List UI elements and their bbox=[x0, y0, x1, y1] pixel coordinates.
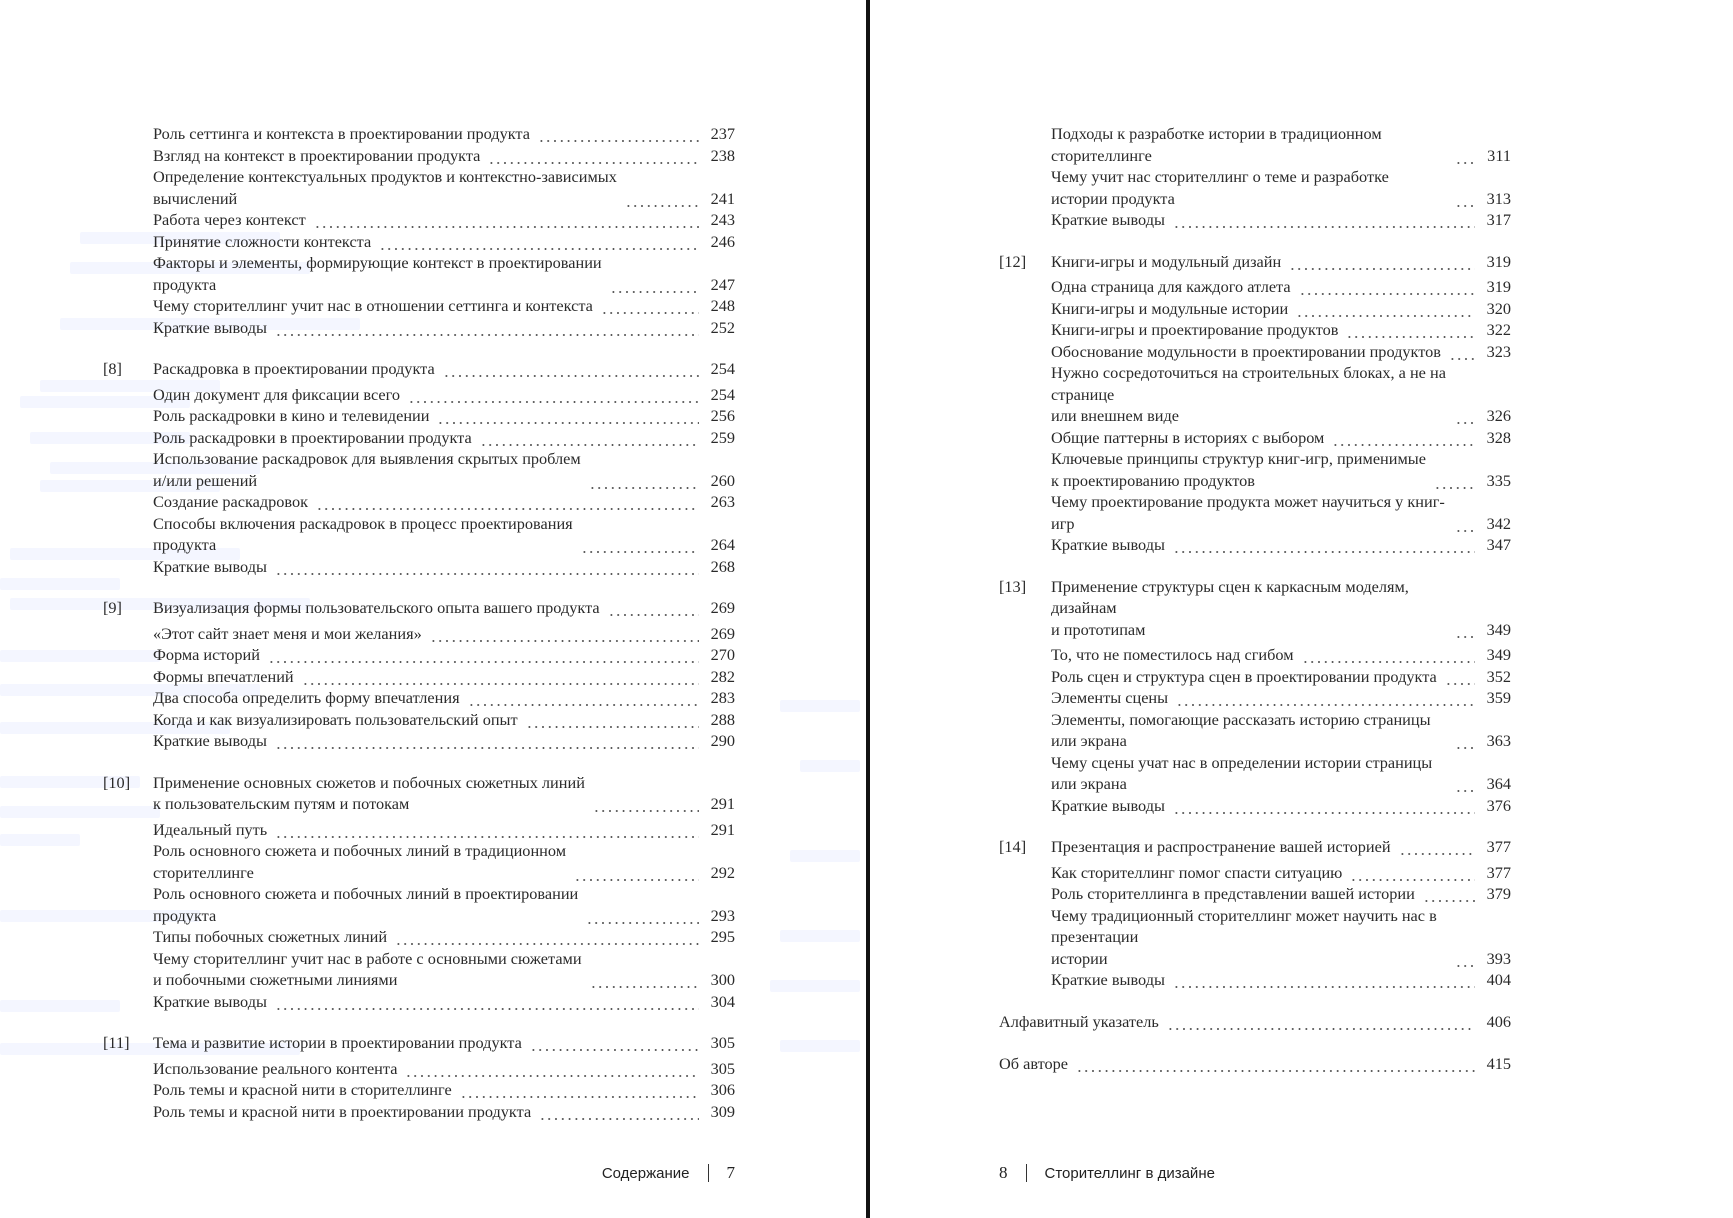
toc-entry[interactable] bbox=[103, 384, 735, 406]
toc-entry-page: 248 bbox=[710, 296, 735, 315]
toc-entry-title: Создание раскадровок bbox=[153, 492, 309, 511]
toc-entry-page: 288 bbox=[710, 709, 735, 729]
toc-entry-title: То, что не поместилось над сгибом bbox=[1051, 645, 1294, 664]
toc-entry-page: 379 bbox=[1486, 884, 1511, 903]
toc-entry-page: 256 bbox=[710, 406, 735, 425]
dot-leader bbox=[1434, 470, 1475, 492]
toc-entry-page: 263 bbox=[710, 492, 735, 511]
toc-entry[interactable] bbox=[103, 819, 735, 841]
dot-leader bbox=[408, 384, 699, 406]
toc-chapter-10 bbox=[103, 772, 735, 1013]
dot-leader bbox=[302, 666, 699, 688]
toc-entry-page: 264 bbox=[710, 535, 735, 554]
dot-leader bbox=[1302, 644, 1475, 666]
toc-chapter-11 bbox=[103, 1032, 735, 1122]
dot-leader bbox=[601, 295, 699, 317]
dot-leader bbox=[1076, 1053, 1475, 1075]
toc-entry-title: Чему сторителлинг учит нас в работе с основными сюжетами и побочными сюжетными линиями bbox=[153, 948, 582, 989]
chapter-page: 254 bbox=[710, 359, 735, 378]
toc-entry-page: 254 bbox=[710, 384, 735, 404]
dot-leader bbox=[379, 231, 699, 253]
toc-entry[interactable] bbox=[999, 644, 1511, 666]
toc-entry-title: Элементы сцены bbox=[1051, 688, 1169, 707]
running-footer-left bbox=[602, 1163, 735, 1183]
toc-entry-title: Роль темы и красной нити в сторителлинге bbox=[153, 1080, 452, 1099]
toc-entry-page: 309 bbox=[710, 1101, 735, 1121]
toc-entry-title: Способы включения раскадровок в процесс проектирования продукта bbox=[153, 513, 573, 554]
toc-left bbox=[103, 123, 735, 1122]
dot-leader bbox=[1455, 773, 1475, 795]
toc-entry[interactable] bbox=[103, 491, 735, 513]
dot-leader bbox=[538, 123, 699, 145]
toc-entry-title: Книги-игры и проектирование продуктов bbox=[1051, 320, 1339, 339]
toc-entry-title: Два способа определить форму впечатления bbox=[153, 688, 460, 707]
toc-entry-title: Идеальный путь bbox=[153, 819, 268, 839]
toc-chapter-12 bbox=[999, 251, 1511, 556]
toc-entry[interactable] bbox=[103, 666, 735, 688]
toc-entry-title: Взгляд на контекст в проектировании продукта bbox=[153, 145, 481, 165]
toc-entry-page: 393 bbox=[1486, 948, 1511, 968]
toc-entry-title: Работа через контекст bbox=[153, 210, 306, 229]
toc-entry-title: Чему проектирование продукта может научиться у книг-игр bbox=[1051, 492, 1445, 533]
toc-entry[interactable] bbox=[999, 276, 1511, 298]
footer-book-title: Сторителлинг в дизайне bbox=[1044, 1164, 1215, 1182]
chapter-page: 291 bbox=[710, 794, 735, 813]
chapter-number: [10] bbox=[103, 772, 131, 792]
toc-entry-title: Форма историй bbox=[153, 645, 260, 664]
toc-entry-page: 323 bbox=[1486, 341, 1511, 361]
chapter-page: 319 bbox=[1486, 251, 1511, 271]
toc-entry[interactable] bbox=[103, 948, 735, 991]
toc-entry-title: Краткие выводы bbox=[1051, 970, 1165, 989]
toc-entry-page: 243 bbox=[710, 210, 735, 229]
toc-entry-title: Чему сторителлинг учит нас в отношении сеттинга и контекста bbox=[153, 296, 593, 315]
toc-entry-page: 349 bbox=[1486, 645, 1511, 664]
toc-entry[interactable] bbox=[999, 862, 1511, 884]
toc-entry-page: 347 bbox=[1486, 535, 1511, 554]
toc-entry[interactable] bbox=[999, 166, 1511, 209]
toc-entry-page: 260 bbox=[710, 470, 735, 490]
toc-entry[interactable] bbox=[999, 123, 1511, 166]
toc-entry-page: 295 bbox=[710, 927, 735, 946]
dot-leader bbox=[1346, 319, 1475, 341]
toc-entry-title: Факторы и элементы, формирующие контекст в проектировании продукта bbox=[153, 253, 602, 294]
dot-leader bbox=[316, 491, 699, 513]
dot-leader bbox=[1176, 687, 1475, 709]
dot-leader bbox=[1455, 145, 1475, 167]
toc-entry-title: Чему сцены учат нас в определении истории страницы или экрана bbox=[1051, 752, 1433, 793]
dot-leader bbox=[275, 556, 699, 578]
footer-section-title: Содержание bbox=[601, 1164, 690, 1182]
chapter-title: Визуализация формы пользовательского опыта вашего продукта bbox=[153, 598, 600, 617]
toc-entry-title: Роль раскадровки в проектировании продукта bbox=[153, 427, 472, 447]
toc-entry[interactable] bbox=[103, 730, 735, 752]
toc-entry-title: Роль основного сюжета и побочных линий в традиционном сторителлинге bbox=[153, 841, 567, 882]
dot-leader bbox=[1173, 534, 1475, 556]
toc-entry-title: Краткие выводы bbox=[1051, 535, 1165, 554]
toc-chapter-13 bbox=[999, 576, 1511, 817]
toc-entry-title: Формы впечатлений bbox=[153, 666, 294, 686]
chapter-page: 377 bbox=[1486, 837, 1511, 856]
dot-leader bbox=[460, 1079, 699, 1101]
toc-index-entry[interactable] bbox=[999, 1011, 1511, 1033]
toc-entry-page: 291 bbox=[710, 819, 735, 839]
toc-chapter-heading[interactable] bbox=[999, 836, 1511, 858]
chapter-title: Презентация и распространение вашей историей bbox=[1051, 837, 1391, 856]
footer-page-number: 8 bbox=[999, 1163, 1008, 1182]
footer-page-number: 7 bbox=[726, 1163, 735, 1182]
toc-entry[interactable] bbox=[103, 295, 735, 317]
toc-entry[interactable] bbox=[999, 905, 1511, 970]
toc-entry-page: 313 bbox=[1486, 188, 1511, 208]
toc-entry[interactable] bbox=[103, 209, 735, 231]
dot-leader bbox=[1350, 862, 1475, 884]
toc-entry[interactable] bbox=[999, 534, 1511, 556]
toc-entry[interactable] bbox=[999, 491, 1511, 534]
toc-entry-page: 252 bbox=[710, 317, 735, 337]
toc-entry-page: 319 bbox=[1486, 277, 1511, 296]
toc-entry-title: Чему учит нас сторителлинг о теме и разработке истории продукта bbox=[1051, 167, 1389, 208]
dot-leader bbox=[275, 730, 699, 752]
chapter-title: Тема и развитие истории в проектировании продукта bbox=[153, 1033, 522, 1052]
toc-entry-page: 311 bbox=[1487, 145, 1511, 165]
about-author-page: 415 bbox=[1486, 1054, 1511, 1073]
dot-leader bbox=[589, 470, 699, 492]
toc-entry[interactable] bbox=[103, 231, 735, 253]
toc-entry-title: Типы побочных сюжетных линий bbox=[153, 927, 388, 946]
dot-leader bbox=[574, 862, 699, 884]
toc-entry-title: Принятие сложности контекста bbox=[153, 231, 372, 251]
toc-entry[interactable] bbox=[103, 644, 735, 666]
toc-chapter-heading[interactable] bbox=[103, 1032, 735, 1054]
toc-entry-page: 293 bbox=[710, 905, 735, 925]
toc-backmatter-author bbox=[999, 1053, 1511, 1075]
dot-leader bbox=[1289, 251, 1475, 273]
toc-entry-page: 364 bbox=[1486, 774, 1511, 793]
dot-leader bbox=[1449, 341, 1475, 363]
toc-entry-title: Один документ для фиксации всего bbox=[153, 384, 401, 404]
right-page bbox=[872, 0, 1733, 1218]
toc-entry[interactable] bbox=[999, 298, 1511, 320]
toc-entry[interactable] bbox=[999, 709, 1511, 752]
toc-entry-title: Роль темы и красной нити в проектировании продукта bbox=[153, 1101, 532, 1121]
dot-leader bbox=[586, 905, 699, 927]
toc-entry-title: Краткие выводы bbox=[1051, 795, 1165, 815]
chapter-number: [12] bbox=[999, 251, 1027, 271]
toc-entry-title: Краткие выводы bbox=[153, 556, 267, 576]
dot-leader bbox=[488, 145, 699, 167]
toc-entry[interactable] bbox=[103, 556, 735, 578]
dot-leader bbox=[268, 644, 699, 666]
toc-entry[interactable] bbox=[103, 1101, 735, 1123]
chapter-page: 269 bbox=[710, 598, 735, 617]
toc-entry-title: Роль основного сюжета и побочных линий в проектировании продукта bbox=[153, 884, 579, 925]
chapter-title: Раскадровка в проектировании продукта bbox=[153, 359, 435, 378]
dot-leader bbox=[590, 969, 699, 991]
running-footer-right bbox=[999, 1163, 1215, 1183]
toc-entry[interactable] bbox=[103, 991, 735, 1013]
toc-entry[interactable] bbox=[103, 123, 735, 145]
toc-entry-title: Краткие выводы bbox=[153, 317, 267, 337]
dot-leader bbox=[1455, 405, 1475, 427]
toc-entry[interactable] bbox=[103, 145, 735, 167]
toc-entry[interactable] bbox=[999, 209, 1511, 231]
toc-entry-title: Краткие выводы bbox=[153, 991, 267, 1011]
chapter-number: [9] bbox=[103, 598, 122, 617]
toc-chapter-8 bbox=[103, 358, 735, 577]
toc-entry[interactable] bbox=[999, 687, 1511, 709]
toc-entry-title: Роль сцен и структура сцен в проектировании продукта bbox=[1051, 666, 1437, 686]
toc-entry[interactable] bbox=[103, 1079, 735, 1101]
toc-entry-page: 326 bbox=[1486, 406, 1511, 425]
toc-entry[interactable] bbox=[103, 840, 735, 883]
toc-chapter-9 bbox=[103, 597, 735, 752]
toc-entry[interactable] bbox=[103, 687, 735, 709]
toc-entry-page: 283 bbox=[710, 688, 735, 707]
toc-entry-page: 247 bbox=[710, 274, 735, 294]
toc-entry-title: Подходы к разработке истории в традиционном сторителлинге bbox=[1051, 124, 1382, 165]
toc-chapter-heading[interactable] bbox=[999, 576, 1511, 641]
dot-leader bbox=[1299, 276, 1475, 298]
toc-entry-title: Краткие выводы bbox=[1051, 210, 1165, 229]
dot-leader bbox=[1167, 1011, 1475, 1033]
index-page: 406 bbox=[1486, 1011, 1511, 1031]
toc-entry-page: 377 bbox=[1486, 862, 1511, 882]
toc-entry[interactable] bbox=[103, 252, 735, 295]
toc-entry-page: 241 bbox=[710, 188, 735, 208]
chapter-number: [13] bbox=[999, 576, 1027, 596]
toc-entry-title: Краткие выводы bbox=[153, 731, 267, 750]
toc-entry-page: 300 bbox=[710, 970, 735, 989]
toc-entry-title: «Этот сайт знает меня и мои желания» bbox=[153, 623, 422, 643]
chapter-title: Применение основных сюжетов и побочных сюжетных линий к пользовательским путям и потокам bbox=[153, 772, 585, 813]
dot-leader bbox=[610, 274, 699, 296]
toc-entry-page: 342 bbox=[1486, 513, 1511, 533]
toc-chapter-heading[interactable] bbox=[999, 251, 1511, 273]
dot-leader bbox=[1173, 209, 1475, 231]
dot-leader bbox=[1455, 513, 1475, 535]
dot-leader bbox=[468, 687, 699, 709]
dot-leader bbox=[1455, 188, 1475, 210]
dot-leader bbox=[625, 188, 699, 210]
toc-entry-page: 259 bbox=[710, 427, 735, 447]
toc-entry-page: 268 bbox=[710, 556, 735, 576]
chapter-number: [8] bbox=[103, 359, 122, 378]
toc-entry-page: 306 bbox=[710, 1080, 735, 1099]
dot-leader bbox=[608, 597, 699, 619]
toc-chapter-14 bbox=[999, 836, 1511, 991]
toc-entry[interactable] bbox=[103, 883, 735, 926]
dot-leader bbox=[581, 534, 699, 556]
toc-entry-page: 352 bbox=[1486, 666, 1511, 686]
toc-entry-page: 282 bbox=[710, 666, 735, 686]
toc-author-entry[interactable] bbox=[999, 1053, 1511, 1075]
toc-entry-title: Нужно сосредоточиться на строительных блоках, а не на странице или внешнем виде bbox=[1051, 363, 1446, 425]
dot-leader bbox=[539, 1101, 699, 1123]
chapter-page: 349 bbox=[1486, 619, 1511, 639]
toc-entry-title: Одна страница для каждого атлета bbox=[1051, 277, 1291, 296]
toc-right bbox=[999, 123, 1511, 1075]
chapter-title: Книги-игры и модульный дизайн bbox=[1051, 251, 1282, 271]
toc-entry-page: 237 bbox=[710, 124, 735, 143]
dot-leader bbox=[437, 405, 699, 427]
toc-entry[interactable] bbox=[999, 362, 1511, 427]
toc-entry[interactable] bbox=[999, 795, 1511, 817]
toc-entry[interactable] bbox=[103, 448, 735, 491]
toc-entry-title: Роль сеттинга и контекста в проектировании продукта bbox=[153, 124, 530, 143]
book-spine-divider bbox=[866, 0, 870, 1218]
dot-leader bbox=[1455, 619, 1475, 641]
toc-entry-title: Использование реального контента bbox=[153, 1058, 398, 1078]
toc-entry[interactable] bbox=[999, 666, 1511, 688]
toc-entry[interactable] bbox=[103, 166, 735, 209]
toc-entry-title: Ключевые принципы структур книг-игр, применимые к проектированию продуктов bbox=[1051, 449, 1426, 490]
toc-entry[interactable] bbox=[103, 405, 735, 427]
toc-entry[interactable] bbox=[999, 448, 1511, 491]
toc-entry[interactable] bbox=[103, 623, 735, 645]
toc-entry-title: Роль сторителлинга в представлении вашей истории bbox=[1051, 884, 1415, 903]
toc-entry-title: Общие паттерны в историях с выбором bbox=[1051, 427, 1325, 447]
toc-entry-page: 238 bbox=[710, 145, 735, 165]
toc-entry[interactable] bbox=[103, 926, 735, 948]
toc-entry-page: 304 bbox=[710, 991, 735, 1011]
toc-entry-page: 359 bbox=[1486, 688, 1511, 707]
chapter-number: [11] bbox=[103, 1033, 130, 1052]
dot-leader bbox=[1455, 948, 1475, 970]
toc-entry[interactable] bbox=[999, 319, 1511, 341]
toc-entry[interactable] bbox=[103, 427, 735, 449]
dot-leader bbox=[443, 358, 699, 380]
toc-entry-page: 270 bbox=[710, 645, 735, 664]
toc-chapter-heading[interactable] bbox=[103, 597, 735, 619]
toc-entry-title: Чему традиционный сторителлинг может научить нас в презентации истории bbox=[1051, 905, 1437, 968]
toc-chapter-heading[interactable] bbox=[103, 358, 735, 380]
chapter-title: Применение структуры сцен к каркасным моделям, дизайнам и прототипам bbox=[1051, 576, 1409, 639]
dot-leader bbox=[275, 991, 699, 1013]
toc-entry-title: Роль раскадровки в кино и телевидении bbox=[153, 406, 430, 425]
dot-leader bbox=[275, 317, 699, 339]
dot-leader bbox=[405, 1058, 699, 1080]
toc-entry-title: Использование раскадровок для выявления скрытых проблем и/или решений bbox=[153, 449, 581, 490]
toc-entry-page: 376 bbox=[1486, 795, 1511, 815]
dot-leader bbox=[1455, 730, 1475, 752]
dot-leader bbox=[526, 709, 699, 731]
dot-leader bbox=[275, 819, 699, 841]
about-author-title: Об авторе bbox=[999, 1054, 1069, 1073]
toc-entry-page: 363 bbox=[1486, 731, 1511, 750]
toc-entry-page: 292 bbox=[710, 862, 735, 882]
dot-leader bbox=[1296, 298, 1475, 320]
dot-leader bbox=[1173, 969, 1475, 991]
toc-entry-page: 290 bbox=[710, 731, 735, 750]
toc-entry-page: 320 bbox=[1486, 298, 1511, 318]
chapter-page: 305 bbox=[710, 1033, 735, 1052]
toc-entry-title: Элементы, помогающие рассказать историю страницы или экрана bbox=[1051, 709, 1431, 750]
toc-entry[interactable] bbox=[999, 969, 1511, 991]
toc-chapter-heading[interactable] bbox=[103, 772, 735, 815]
toc-entry[interactable] bbox=[103, 513, 735, 556]
dot-leader bbox=[1173, 795, 1475, 817]
toc-backmatter-index bbox=[999, 1011, 1511, 1033]
toc-entry-page: 317 bbox=[1486, 210, 1511, 229]
dot-leader bbox=[314, 209, 699, 231]
toc-entry-title: Книги-игры и модульные истории bbox=[1051, 298, 1289, 318]
toc-entry[interactable] bbox=[103, 1058, 735, 1080]
toc-entry-page: 322 bbox=[1486, 320, 1511, 339]
dot-leader bbox=[1445, 666, 1475, 688]
toc-entry[interactable] bbox=[103, 317, 735, 339]
dot-leader bbox=[395, 926, 699, 948]
toc-chapter-7-continued bbox=[103, 123, 735, 338]
index-title: Алфавитный указатель bbox=[999, 1011, 1159, 1031]
toc-chapter-11-continued bbox=[999, 123, 1511, 231]
toc-entry-page: 404 bbox=[1486, 970, 1511, 989]
dot-leader bbox=[1332, 427, 1475, 449]
toc-entry[interactable] bbox=[999, 341, 1511, 363]
dot-leader bbox=[480, 427, 699, 449]
toc-entry-title: Как сторителлинг помог спасти ситуацию bbox=[1051, 862, 1343, 882]
toc-entry[interactable] bbox=[103, 709, 735, 731]
toc-entry[interactable] bbox=[999, 752, 1511, 795]
dot-leader bbox=[1399, 836, 1475, 858]
toc-entry-title: Определение контекстуальных продуктов и контекстно-зависимых вычислений bbox=[153, 167, 617, 208]
toc-entry-title: Когда и как визуализировать пользовательский опыт bbox=[153, 709, 518, 729]
dot-leader bbox=[593, 793, 699, 815]
toc-entry[interactable] bbox=[999, 883, 1511, 905]
toc-entry-title: Обоснование модульности в проектировании продуктов bbox=[1051, 341, 1441, 361]
footer-divider bbox=[708, 1164, 709, 1182]
toc-entry-page: 246 bbox=[710, 231, 735, 251]
dot-leader bbox=[1423, 883, 1475, 905]
toc-entry-page: 269 bbox=[710, 623, 735, 643]
toc-entry-page: 335 bbox=[1486, 470, 1511, 490]
toc-entry[interactable] bbox=[999, 427, 1511, 449]
footer-divider bbox=[1026, 1164, 1027, 1182]
dot-leader bbox=[530, 1032, 699, 1054]
dot-leader bbox=[430, 623, 699, 645]
toc-entry-page: 328 bbox=[1486, 427, 1511, 447]
chapter-number: [14] bbox=[999, 837, 1027, 856]
toc-entry-page: 305 bbox=[710, 1058, 735, 1078]
